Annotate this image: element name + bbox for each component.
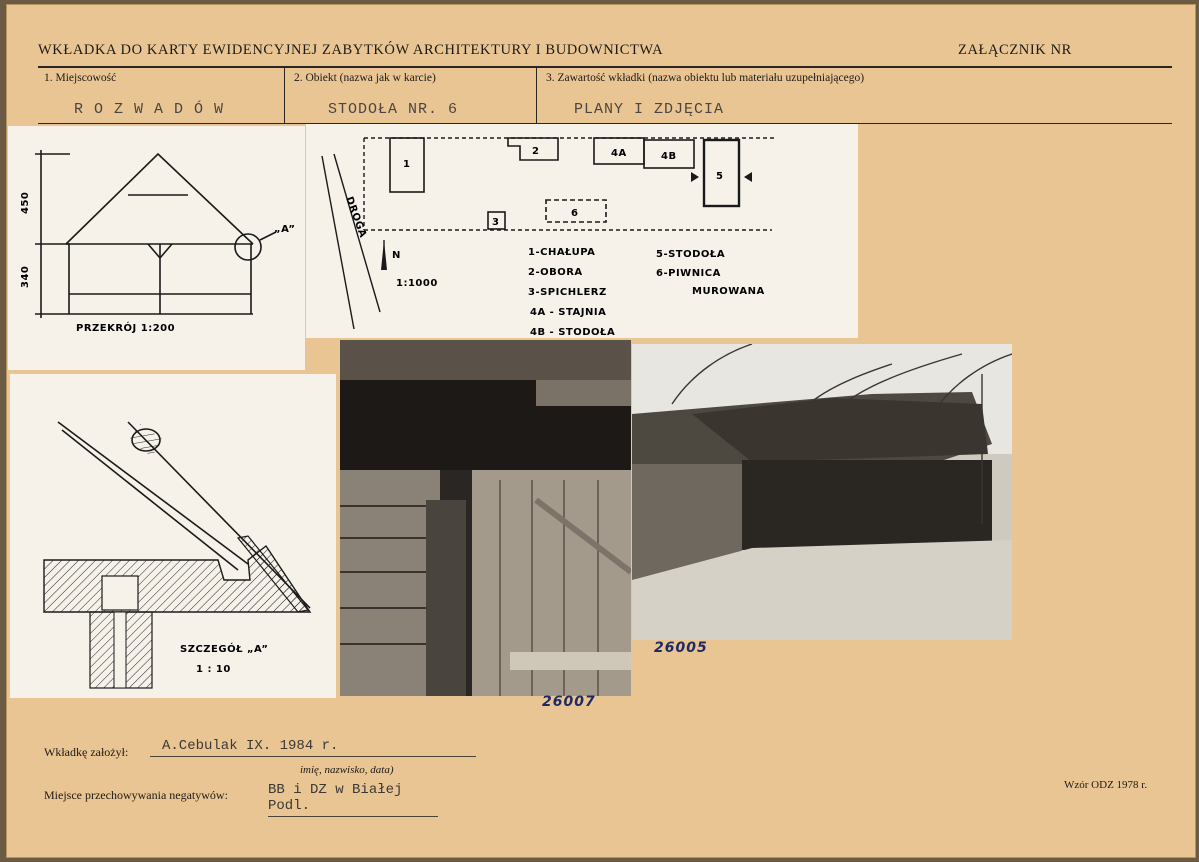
north-label: N xyxy=(392,250,401,261)
detail-caption: SZCZEGÓŁ „A” xyxy=(180,644,269,655)
place-value: R O Z W A D Ó W xyxy=(74,101,225,118)
form-version: Wzór ODZ 1978 r. xyxy=(1064,779,1148,791)
building-5: 5 xyxy=(716,171,724,182)
detail-sheet xyxy=(10,374,336,698)
card-title: WKŁADKA DO KARTY EWIDENCYJNEJ ZABYTKÓW ARCHITEKTURY I BUDOWNICTWA xyxy=(38,42,664,58)
legend-item: 3-SPICHLERZ xyxy=(528,287,607,298)
legend-item: 5-STODOŁA xyxy=(656,249,726,260)
legend-item: 1-CHAŁUPA xyxy=(528,247,596,258)
contents-label: 3. Zawartość wkładki (nazwa obiektu lub materiału uzupełniającego) xyxy=(546,72,865,84)
road-label: DROGA xyxy=(343,195,369,240)
author-label: Wkładkę założył: xyxy=(44,745,129,759)
negative-number-right: 26005 xyxy=(654,640,708,656)
legend-right xyxy=(656,249,765,297)
field-divider-1 xyxy=(284,66,285,124)
scale-label: 1:1000 xyxy=(396,278,438,289)
building-6: 6 xyxy=(571,208,579,219)
height-dim-top: 450 xyxy=(20,191,31,214)
object-label: 2. Obiekt (nazwa jak w karcie) xyxy=(294,72,436,84)
building-4a: 4A xyxy=(611,148,627,159)
cross-section-sheet xyxy=(8,126,305,370)
author-hint: imię, nazwisko, data) xyxy=(300,764,394,776)
place-label: 1. Miejscowość xyxy=(44,72,117,84)
storage-label: Miejsce przechowywania negatywów: xyxy=(44,788,228,802)
legend-item: 6-PIWNICA xyxy=(656,268,721,279)
building-3: 3 xyxy=(492,217,500,228)
building-2: 2 xyxy=(532,146,540,157)
contents-value: PLANY I ZDJĘCIA xyxy=(574,101,725,118)
detail-marker: „A” xyxy=(274,224,296,235)
legend-item: 4B - STODOŁA xyxy=(530,327,616,338)
photo-farmyard xyxy=(632,344,1012,640)
negative-number-left: 26007 xyxy=(542,694,596,710)
building-1: 1 xyxy=(403,159,411,170)
legend-left xyxy=(528,247,615,338)
cross-section-caption: PRZEKRÓJ 1:200 xyxy=(76,323,176,334)
legend-item: MUROWANA xyxy=(692,286,765,297)
legend-item: 2-OBORA xyxy=(528,267,583,278)
site-plan-sheet xyxy=(306,124,858,338)
detail-scale: 1 : 10 xyxy=(196,664,231,675)
author-value: A.Cebulak IX. 1984 r. xyxy=(150,738,476,757)
header-rule xyxy=(38,66,1172,68)
site-plan-drawing xyxy=(306,124,858,338)
detail-drawing xyxy=(10,374,336,698)
field-divider-2 xyxy=(536,66,537,124)
photo-farmyard-image xyxy=(632,344,1012,640)
building-4b: 4B xyxy=(661,151,677,162)
cross-section-drawing xyxy=(8,126,305,370)
annex-label: ZAŁĄCZNIK NR xyxy=(958,42,1072,58)
photo-barn-wall xyxy=(340,340,631,696)
photo-barn-wall-image xyxy=(340,340,631,696)
legend-item: 4A - STAJNIA xyxy=(530,307,607,318)
height-dim-bottom: 340 xyxy=(20,265,31,288)
object-value: STODOŁA NR. 6 xyxy=(328,101,459,118)
storage-value: BB i DZ w Białej Podl. xyxy=(268,782,438,817)
